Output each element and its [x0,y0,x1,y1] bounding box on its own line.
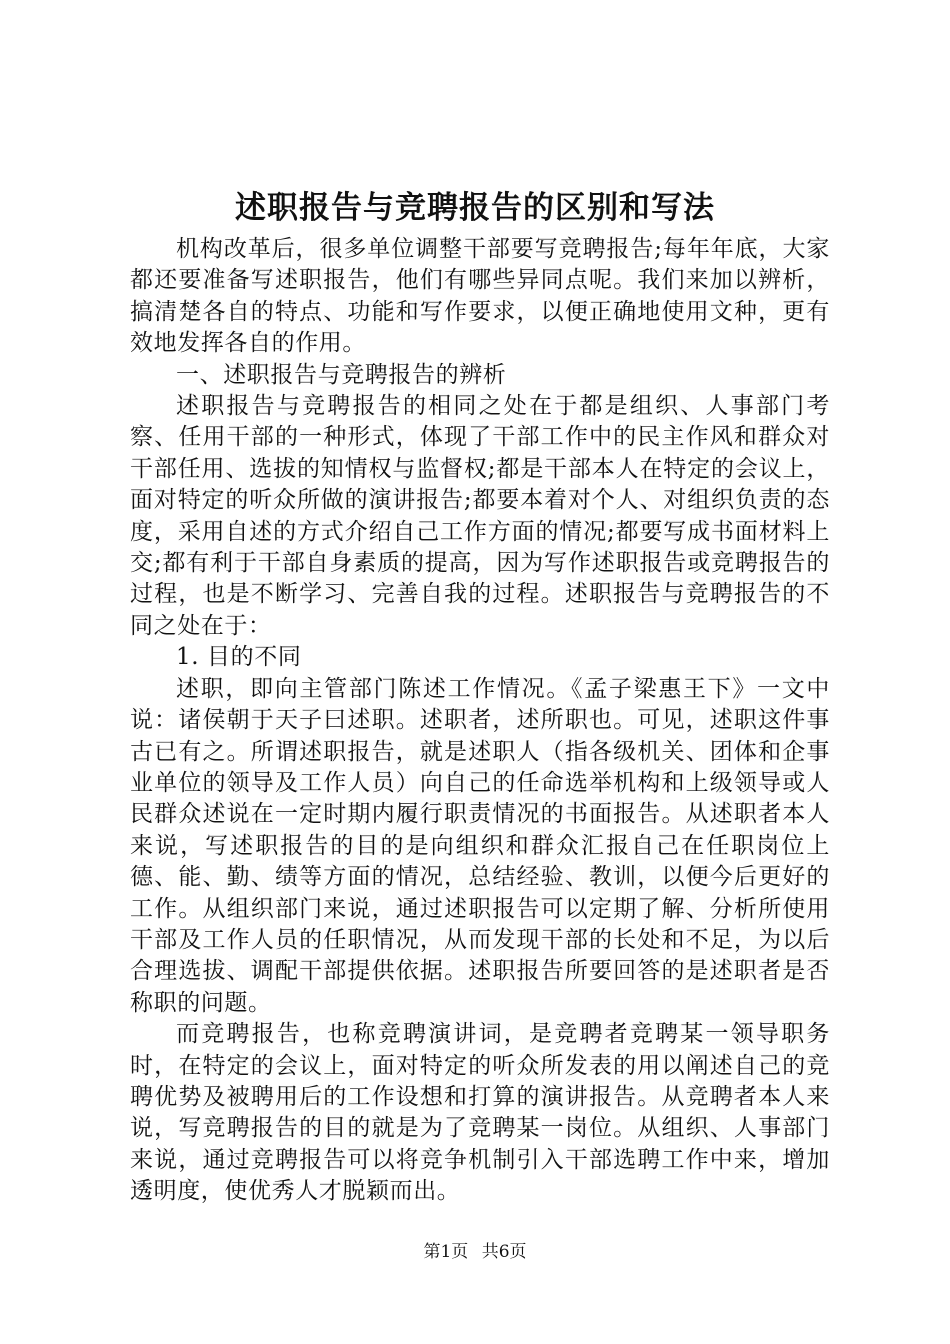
document-body [130,234,830,1208]
paragraph-similarities: 述职报告与竞聘报告的相同之处在于都是组织、人事部门考察、任用干部的一种形式，体现了干部工作中的民主作风和群众对干部任用、选拔的知情权与监督权;都是干部本人在特定的会议上，面对特定的听众所做的演讲报告;都要本着对个人、对组织负责的态度，采用自述的方式介绍自己工作方面的情况;都要写成书面材料上交;都有利于干部自身素质的提高，因为写作述职报告或竞聘报告的过程，也是不断学习、完善自我的过程。述职报告与竞聘报告的不同之处在于： [130,393,830,639]
page-footer [0,1241,950,1263]
subsection-heading: 1. 目的不同 [176,644,302,671]
paragraph-competition-purpose: 而竞聘报告，也称竞聘演讲词，是竞聘者竞聘某一领导职务时，在特定的会议上，面对特定的听众所发表的用以阐述自己的竞聘优势及被聘用后的工作设想和打算的演讲报告。从竞聘者本人来说，写竞聘报告的目的就是为了竞聘某一岗位。从组织、人事部门来说，通过竞聘报告可以将竞争机制引入干部选聘工作中来，增加透明度，使优秀人才脱颖而出。 [130,1021,830,1205]
section-heading: 一、述职报告与竞聘报告的辨析 [176,361,507,388]
page-number: 第1页 [423,1242,469,1262]
paragraph-report-purpose: 述职，即向主管部门陈述工作情况。《孟子梁惠王下》一文中说：诸侯朝于天子曰述职。述职者，述所职也。可见，述职这件事古已有之。所谓述职报告，就是述职人（指各级机关、团体和企事业单位的领导及工作人员）向自己的任命选举机构和上级领导或人民群众述说在一定时期内履行职责情况的书面报告。从述职者本人来说，写述职报告的目的是向组织和群众汇报自己在任职岗位上德、能、勤、绩等方面的情况，总结经验、教训，以便今后更好的工作。从组织部门来说，通过述职报告可以定期了解、分析所使用干部及工作人员的任职情况，从而发现干部的长处和不足，为以后合理选拔、调配干部提供依据。述职报告所要回答的是述职者是否称职的问题。 [130,675,830,1016]
page-total: 共6页 [481,1242,527,1262]
document-title: 述职报告与竞聘报告的区别和写法 [235,190,715,226]
paragraph-intro: 机构改革后，很多单位调整干部要写竞聘报告;每年年底，大家都还要准备写述职报告，他们有哪些异同点呢。我们来加以辨析，搞清楚各自的特点、功能和写作要求，以便正确地使用文种，更有效地发挥各自的作用。 [130,236,830,357]
